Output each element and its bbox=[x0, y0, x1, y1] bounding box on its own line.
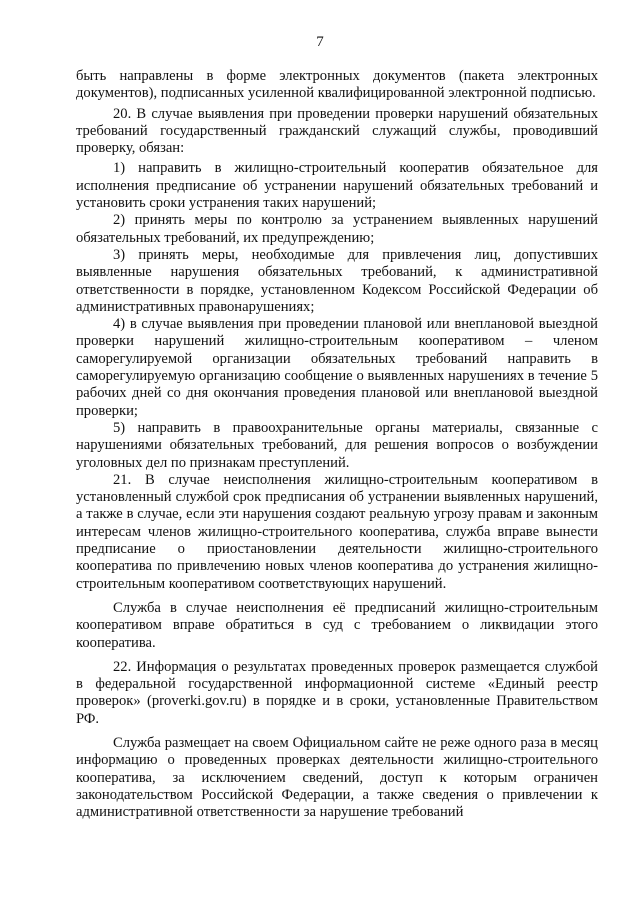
paragraph-subitem-5: 5) направить в правоохранительные органы материалы, связанные с нарушениями обязательных требований, для решения вопросов о возбуждении уголовных дел по признакам преступлений. bbox=[76, 419, 598, 471]
paragraph-subitem-4: 4) в случае выявления при проведении плановой или внеплановой выездной проверки нарушений жилищно-строительным кооперативом – членом саморегулируемой организации обязательных требований направить в саморегулируемую организацию сообщение о выявленных нарушениях в течение 5 рабочих дней со дня окончания проведения плановой или внеплановой выездной проверки; bbox=[76, 316, 598, 419]
paragraph-item-20: 20. В случае выявления при проведении проверки нарушений обязательных требований государственный гражданский служащий службы, проводивший проверку, обязан: bbox=[76, 105, 598, 157]
document-body bbox=[76, 68, 598, 821]
paragraph-item-21: 21. В случае неисполнения жилищно-строительным кооперативом в установленный службой срок предписания об устранении выявленных нарушений, а также в случае, если эти нарушения создают реальную угрозу правам и законным интересам членов жилищно-строительного кооператива, служба вправе вынести предписание о приостановлении деятельности жилищно-строительного кооператива по привлечению новых членов кооператива до устранения жилищно-строительным кооперативом соответствующих нарушений. bbox=[76, 471, 598, 592]
page-number: 7 bbox=[316, 34, 324, 50]
paragraph-website-info: Служба размещает на своем Официальном сайте не реже одного раза в месяц информацию о проведенных проверках деятельности жилищно-строительного кооператива, за исключением сведений, доступ к которым ограничен законодательством Российской Федерации, а также сведения о привлечении к административной ответственности за нарушение требований bbox=[76, 734, 598, 821]
paragraph-liquidation: Служба в случае неисполнения её предписаний жилищно-строительным кооперативом вправе обратиться в суд с требованием о ликвидации этого кооператива. bbox=[76, 599, 598, 651]
paragraph-subitem-3: 3) принять меры, необходимые для привлечения лиц, допустивших выявленные нарушения обязательных требований, к административной ответственности в порядке, установленном Кодексом Российской Федерации об административных правонарушениях; bbox=[76, 246, 598, 315]
paragraph-item-22: 22. Информация о результатах проведенных проверок размещается службой в федеральной государственной информационной системе «Единый реестр проверок» (proverki.gov.ru) в порядке и в сроки, установленные Правительством РФ. bbox=[76, 658, 598, 727]
paragraph-subitem-1: 1) направить в жилищно-строительный кооператив обязательное для исполнения предписание об устранении нарушений обязательных требований и установить сроки устранения таких нарушений; bbox=[76, 160, 598, 212]
paragraph-subitem-2: 2) принять меры по контролю за устранением выявленных нарушений обязательных требований, их предупреждению; bbox=[76, 212, 598, 246]
paragraph-continuation: быть направлены в форме электронных документов (пакета электронных документов), подписанных усиленной квалифицированной электронной подписью. bbox=[76, 68, 598, 102]
